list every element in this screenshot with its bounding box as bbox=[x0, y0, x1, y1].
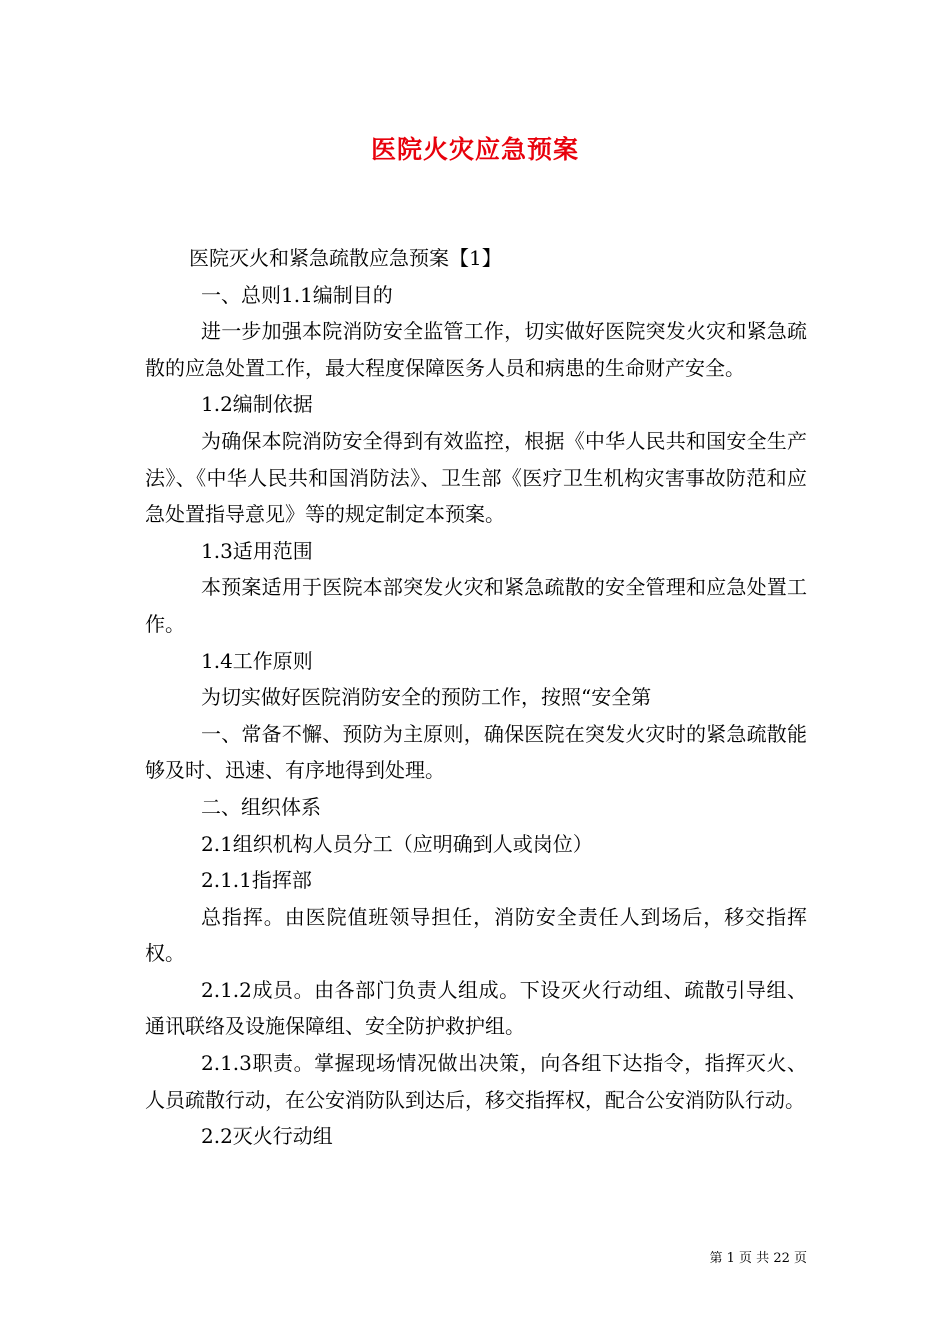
paragraph: 总指挥。由医院值班领导担任，消防安全责任人到场后，移交指挥权。 bbox=[145, 904, 807, 966]
paragraph: 医院灭火和紧急疏散应急预案【1】 bbox=[189, 246, 502, 270]
paragraph: 为切实做好医院消防安全的预防工作，按照“安全第 bbox=[201, 685, 652, 710]
paragraph: 1.4工作原则 bbox=[201, 648, 313, 673]
paragraph: 一、常备不懈、预防为主原则，确保医院在突发火灾时的紧急疏散能够及时、迅速、有序地得到处理。 bbox=[145, 721, 807, 783]
document-title: 医院火灾应急预案 bbox=[370, 135, 579, 164]
paragraph: 1.3适用范围 bbox=[201, 538, 313, 563]
paragraph: 本预案适用于医院本部突发火灾和紧急疏散的安全管理和应急处置工作。 bbox=[145, 575, 807, 636]
paragraph: 2.1组织机构人员分工（应明确到人或岗位） bbox=[201, 831, 593, 856]
paragraph: 二、组织体系 bbox=[201, 794, 321, 819]
paragraph: 进一步加强本院消防安全监管工作，切实做好医院突发火灾和紧急疏散的应急处置工作，最大程度保障医务人员和病患的生命财产安全。 bbox=[145, 319, 807, 380]
paragraph: 为确保本院消防安全得到有效监控，根据《中华人民共和国安全生产法》、《中华人民共和国消防法》、卫生部《医疗卫生机构灾害事故防范和应急处置指导意见》等的规定制定本预案。 bbox=[145, 428, 807, 527]
page-number: 第 1 页 共 22 页 bbox=[709, 1251, 807, 1266]
paragraph: 1.2编制依据 bbox=[201, 392, 313, 417]
document-body bbox=[145, 240, 807, 1155]
paragraph: 2.1.2成员。由各部门负责人组成。下设灭火行动组、疏散引导组、通讯联络及设施保障组、安全防护救护组。 bbox=[145, 977, 807, 1039]
paragraph: 2.1.1指挥部 bbox=[201, 868, 312, 893]
paragraph: 2.2灭火行动组 bbox=[201, 1124, 333, 1149]
paragraph: 一、总则1.1编制目的 bbox=[201, 282, 393, 307]
paragraph: 2.1.3职责。掌握现场情况做出决策，向各组下达指令，指挥灭火、人员疏散行动，在公安消防队到达后，移交指挥权，配合公安消防队行动。 bbox=[145, 1051, 807, 1112]
